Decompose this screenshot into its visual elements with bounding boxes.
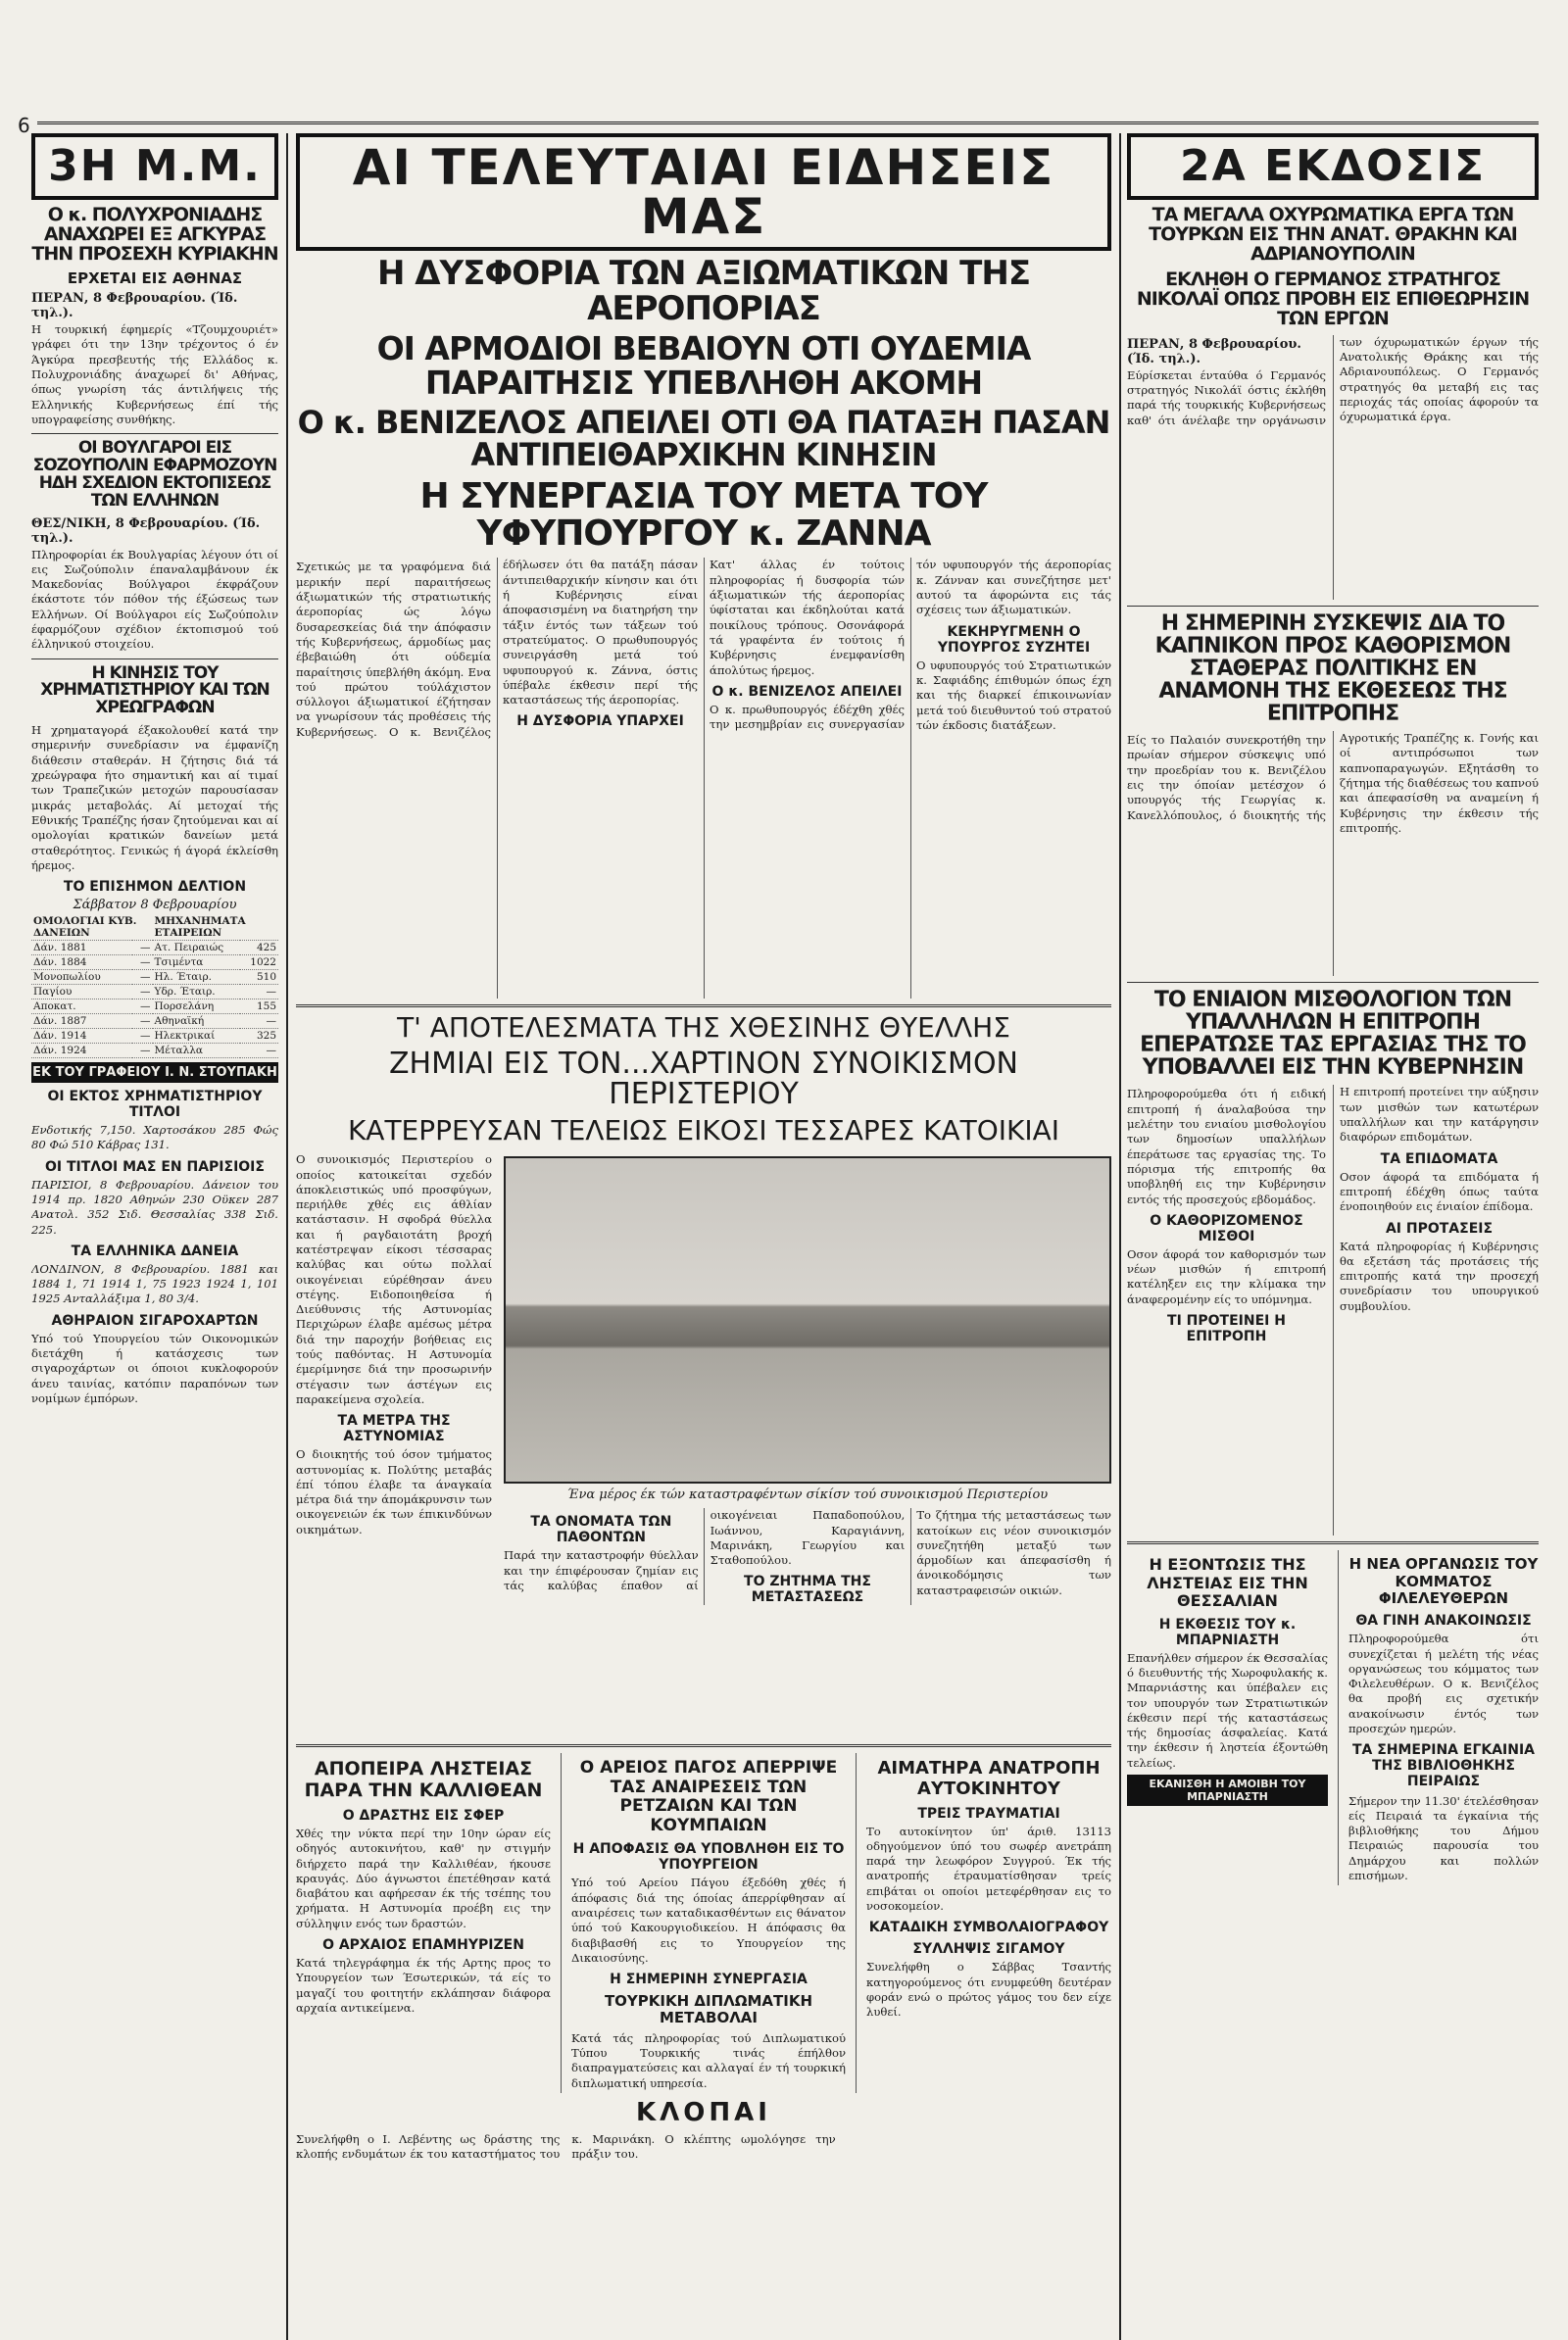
subheading: Η ΣΗΜΕΡΙΝΗ ΣΥΝΕΡΓΑΣΙΑ — [610, 1972, 808, 1988]
article-text: Επανήλθεν σήμερον έκ Θεσσαλίας ό διευθυντής τής Χωροφυλακής κ. Μπαρνιάστης και ύπέβαλεν εις τον υπουργόν των Στρατιωτικών έκθεσιν περί τής καταστάσεως τής δημοσίας άσφαλείας. Κατά την έκθεσιν ή ληστεία έξοντώθη τελείως. — [1127, 1650, 1328, 1770]
article-text: Παρά την καταστροφήν θύελλαν και την έπιφέρουσαν ζημίαν εις τάς καλύβας έπαθον αί οικογένειαι Παπαδοπούλου, Ιωάννου, Καραγιάννη, Μαρινάκη, Γεωργίου και Σταθοπούλου. — [504, 1508, 906, 1592]
table-row: Αποκατ. — Πορσελάνη 155 — [33, 1000, 276, 1013]
subheading: ΣΥΛΛΗΨΙΣ ΣΙΓΑΜΟΥ — [912, 1941, 1065, 1958]
dateline: ΘΕΣ/ΝΙΚΗ, 8 Φεβρουαρίου. (Ίδ. τηλ.). — [31, 515, 261, 546]
subheading: ΚΕΚΗΡΥΓΜΕΝΗ Ο ΥΠΟΥΡΓΟΣ ΣΥΖΗΤΕΙ — [937, 623, 1091, 656]
storm-photo-block — [504, 1150, 1111, 1738]
storm-article — [296, 1150, 1111, 1738]
column-divider — [1119, 133, 1121, 2340]
article-text: Υπό τού Υπουργείου τών Οικονομικών διετάχθη ή κατάσχεσις των σιγαροχάρτων οι όποιοι κυκλοφορούν άνευ ταινίας, κατόπιν παραπόνων των νομίμων έμπόρων. — [31, 1331, 278, 1405]
headline: Η ΣΗΜΕΡΙΝΗ ΣΥΣΚΕΨΙΣ ΔΙΑ ΤΟ ΚΑΠΝΙΚΟΝ ΠΡΟΣ ΚΑΘΟΡΙΣΜΟΝ ΣΤΑΘΕΡΑΣ ΠΟΛΙΤΙΚΗΣ ΕΝ ΑΝΑΜΟΝΗ ΤΗΣ ΕΚΘΕΣΕΩΣ ΤΗΣ ΕΠΙΤΡΟΠΗΣ — [1154, 610, 1511, 726]
main-banner: ΑΙ ΤΕΛΕΥΤΑΙΑΙ ΕΙΔΗΣΕΙΣ ΜΑΣ — [296, 133, 1111, 251]
dateline: ΠΕΡΑΝ, 8 Φεβρουαρίου. (Ίδ. τηλ.). — [31, 291, 238, 321]
headline: Ο κ. ΒΕΝΙΖΕΛΟΣ ΑΠΕΙΛΕΙ ΟΤΙ ΘΑ ΠΑΤΑΞΗ ΠΑΣΑΝ ΑΝΤΙΠΕΙΘΑΡΧΙΚΗΝ ΚΙΝΗΣΙΝ — [297, 403, 1110, 474]
article-text: Η χρηματαγορά έξακολουθεί κατά την σημερινήν συνεδρίασιν να έμφανίζη διάθεσιν σταθεράν. Η ζήτησις διά τά χρεώγραφα ήτο σημαντική και αί τιμαί των Τραπεζικών μετοχών παρουσίασαν μικράς μεταβολάς. Αί μετοχαί τής Εθνικής Τραπέζης ήσαν ζητούμεναι και αί ομολογίαι κρατικών δανείων μετά σταθερότητος. Γενικώς ή άγορά έκλείσθη ήρεμος. — [31, 723, 278, 872]
subheading: Ο ΔΡΑΣΤΗΣ ΕΙΣ ΣΦΕΡ — [342, 1807, 505, 1824]
subheading: Ο ΚΑΘΟΡΙΖΟΜΕΝΟΣ ΜΙΣΘΟΙ — [1150, 1212, 1303, 1244]
divider — [1127, 606, 1539, 607]
headline: ΟΙ ΒΟΥΛΓΑΡΟΙ ΕΙΣ ΣΟΖΟΥΠΟΛΙΝ ΕΦΑΡΜΟΖΟΥΝ ΗΔΗ ΣΧΕΔΙΟΝ ΕΚΤΟΠΙΣΕΩΣ ΤΩΝ ΕΛΛΗΝΩΝ — [32, 438, 277, 511]
storm-continuation — [504, 1508, 1111, 1605]
article-text: Κατά πληροφορίας ή Κυβέρνησις θα εξετάση τάς προτάσεις τής επιτροπής κατά την προσεχή συνεδρίασιν του υπουργικού συμβουλίου. — [1340, 1239, 1539, 1313]
subheading: ΤΙ ΠΡΟΤΕΙΝΕΙ Η ΕΠΙΤΡΟΠΗ — [1167, 1313, 1286, 1345]
table-row: Παγίου — Υδρ. Έταιρ. — — [33, 986, 276, 999]
article-body — [1127, 731, 1539, 976]
subheading: ΤΟ ΖΗΤΗΜΑ ΤΗΣ ΜΕΤΑΣΤΑΣΕΩΣ — [744, 1574, 871, 1606]
subheading: Ο ΑΡΧΑΙΟΣ ΕΠΑΜΗΥΡΙΖΕΝ — [322, 1936, 524, 1953]
market-table — [31, 914, 278, 1058]
story-robbery — [296, 1753, 551, 2093]
section-heading: ΟΙ ΕΚΤΟΣ ΧΡΗΜΑΤΙΣΤΗΡΙΟΥ ΤΙΤΛΟΙ — [47, 1089, 263, 1121]
article-text: Πληροφορούμεθα ότι συνεχίζεται ή μελέτη τής νέας οργανώσεως του κόμματος των Φιλελευθέρων. Ο κ. Βενιζέλος θα προβή εις σχετικήν ανακοίνωσιν έντός των προσεχών ημερών. — [1348, 1632, 1539, 1735]
headline: Η ΕΞΟΝΤΩΣΙΣ ΤΗΣ ΛΗΣΤΕΙΑΣ ΕΙΣ ΤΗΝ ΘΕΣΣΑΛΙΑΝ — [1147, 1555, 1308, 1611]
section-banner: ΕΚΑΝΙΣΘΗ Η ΑΜΟΙΒΗ ΤΟΥ ΜΠΑΡΝΙΑΣΤΗ — [1127, 1775, 1328, 1806]
dateline: ΠΕΡΑΝ, 8 Φεβρουαρίου. (Ίδ. τηλ.). — [1127, 336, 1301, 366]
headline: Η ΚΙΝΗΣΙΣ ΤΟΥ ΧΡΗΜΑΤΙΣΤΗΡΙΟΥ ΚΑΙ ΤΩΝ ΧΡΕΩΓΡΑΦΩΝ — [40, 662, 270, 718]
right-column — [1127, 133, 1539, 2330]
story-party — [1348, 1550, 1539, 1885]
section-heading: ΤΑ ΕΛΛΗΝΙΚΑ ΔΑΝΕΙΑ — [71, 1243, 239, 1259]
divider — [1127, 982, 1539, 983]
article-text: Ο υφυπουργός τού Στρατιωτικών κ. Σαφιάδης έπιθυμών όπως έχη και τής διαρκεί έπικοινωνίαν μετά τού διευθυντού τού στρατού τών έκδοσις διατάξεων. — [916, 658, 1111, 732]
article-text: Ο συνοικισμός Περιστερίου ο οποίος κατοικείται σχεδόν άποκλειστικώς υπό προσφύγων, περιήλθε χθές εις άθλίαν κατάστασιν. Η σφοδρά θύελλα και ή ραγδαιοτάτη βροχή κατέστρεψαν είκοσι τέσσαρας καλύβας και ούτω πολλαί οικογένειαι εύρέθησαν άνευ στέγης. Ειδοποιηθείσα ή Διεύθυνσις τής Αστυνομίας Περιχώρων έλαβε αμέσως μέτρα διά την παροχήν βοήθειας εις τούς παθόντας. Η Αστυνομία έμερίμνησε διά την προσωρινήν στέγασιν των άστέγων εις παρακείμενα σχολεία. — [296, 1152, 492, 1406]
article-text: Σχετικώς με τα γραφόμενα διά μερικήν περί παραιτήσεως άξιωματικών τής στρατιωτικής άεροπορίας ώς λόγω δυσαρεσκείας διά την άπόφασιν τής Κυβερνήσεως, άρμοδίως μας έβεβαιώθη ότι ούδεμία παραίτησις ύπεβλήθη άκόμη. Ενα τού πρώτου τούλάχιστον σύλλογοι άξιωματικοί έζήτησαν να γνωρίσουν τάς προθέσεις τής Κυβερνήσεως. Ο κ. Βενιζέλος έδήλωσεν ότι θα πατάξη πάσαν άντιπειθαρχικήν κίνησιν και ότι ή Κυβέρνησις είναι άποφασισμένη να διατηρήση την τάξιν έντός των τάξεων τού στρατεύματος. Ο πρωθυπουργός συνειργάσθη μετά τού υφυπουργού κ. Ζάννα, όστις ύπέβαλε έκθεσιν περί τής καταστάσεως τής άεροπορίας. — [296, 558, 698, 739]
headline: ΤΟΥΡΚΙΚΗ ΔΙΠΛΩΜΑΤΙΚΗ ΜΕΤΑΒΟΛΑΙ — [604, 1992, 813, 2027]
article-body — [1127, 335, 1539, 600]
article-text: ΠΑΡΙΣΙΟΙ, 8 Φεβρουαρίου. Δάνειον του 1914 πρ. 1820 Αθηνών 230 Οϋκεν 287 Ανατολ. 352 Σιδ. Θεσσαλίας 338 Σιδ. 225. — [31, 1177, 278, 1237]
divider — [296, 1744, 1111, 1747]
subheading: ΤΑ ΜΕΤΡΑ ΤΗΣ ΑΣΤΥΝΟΜΙΑΣ — [337, 1413, 451, 1445]
headline: ΑΠΟΠΕΙΡΑ ΛΗΣΤΕΙΑΣ ΠΑΡΑ ΤΗΝ ΚΑΛΛΙΘΕΑΝ — [304, 1758, 543, 1802]
headline: ΤΑ ΜΕΓΑΛΑ ΟΧΥΡΩΜΑΤΙΚΑ ΕΡΓΑ ΤΩΝ ΤΟΥΡΚΩΝ ΕΙΣ ΤΗΝ ΑΝΑΤ. ΘΡΑΚΗΝ ΚΑΙ ΑΔΡΙΑΝΟΥΠΟΛΙΝ — [1149, 204, 1517, 265]
table-row: Δάν. 1914 — Ηλεκτρικαί 325 — [33, 1030, 276, 1043]
article-text: Οσον άφορά τα επιδόματα ή επιτροπή έδέχθη όπως ταύτα ένοποιηθούν εις ένιαίον έπίδομα. — [1340, 1169, 1539, 1214]
subheading: ΘΑ ΓΙΝΗ ΑΝΑΚΟΙΝΩΣΙΣ — [1355, 1613, 1532, 1630]
headline: Ο κ. ΠΟΛΥΧΡΟΝΙΑΔΗΣ ΑΝΑΧΩΡΕΙ ΕΞ ΑΓΚΥΡΑΣ ΤΗΝ ΠΡΟΣΕΧΗ ΚΥΡΙΑΚΗΝ — [31, 204, 278, 265]
dateline: Σάββατον 8 Φεβρουαρίου — [73, 898, 237, 913]
article-text: Το ζήτημα τής μεταστάσεως των κατοίκων εις νέον συνοικισμόν συνεζητήθη μεταξύ των άρμοδίων και άπεφασίσθη ή άνοικοδόμησις των καταστραφεισών οικιών. — [916, 1508, 1111, 1597]
divider — [296, 1004, 1111, 1007]
top-rule — [37, 122, 1539, 124]
subheading: Ο κ. ΒΕΝΙΖΕΛΟΣ ΑΠΕΙΛΕΙ — [711, 683, 903, 700]
edition-banner: 2Α ΕΚΔΟΣΙΣ — [1127, 133, 1539, 200]
story-areios-pagos — [571, 1753, 846, 2093]
table-row: Μονοπωλίου — Ηλ. Έταιρ. 510 — [33, 971, 276, 984]
story-bandits — [1127, 1550, 1328, 1885]
subheading: ΤΑ ΟΝΟΜΑΤΑ ΤΩΝ ΠΑΘΟΝΤΩΝ — [530, 1514, 672, 1546]
headline: ΖΗΜΙΑΙ ΕΙΣ ΤΟΝ...ΧΑΡΤΙΝΟΝ ΣΥΝΟΙΚΙΣΜΟΝ ΠΕΡΙΣΤΕΡΙΟΥ — [389, 1046, 1018, 1112]
subheading: ΤΡΕΙΣ ΤΡΑΥΜΑΤΙΑΙ — [917, 1805, 1060, 1822]
article-text: Πληροφορούμεθα ότι ή ειδική επιτροπή ή άναλαβούσα την μελέτην του ενιαίου μισθολογίου των δημοσίων υπαλλήλων έπεράτωσε τας εργασίας της. Το πόρισμα τής επιτροπής θα υποβληθή εις την Κυβέρνησιν εντός τής προσεχούς εβδομάδος. — [1127, 1087, 1326, 1206]
table-header-row — [31, 914, 278, 941]
center-column — [296, 133, 1111, 2330]
divider — [31, 658, 278, 659]
storm-photo — [504, 1156, 1111, 1484]
article-text: Σήμερον την 11.30' έτελέσθησαν είς Πειραιά τα έγκαίνια τής βιβλιοθήκης του Δήμου Πειραιώς παρουσία του Δημάρχου και πολλών επισήμων. — [1348, 1793, 1539, 1883]
article-text: Ο κ. πρωθυπουργός έδέχθη χθές την μεσημβρίαν εις συνεργασίαν τόν υφυπουργόν τής άεροπορίας κ. Ζάνναν και συνεζήτησε μετ' αυτού τα άφορώντα εις τάς σχέσεις των άξιωματικών. — [710, 558, 1111, 732]
section-heading: ΤΟ ΕΠΙΣΗΜΟΝ ΔΕΛΤΙΟΝ — [63, 879, 247, 896]
article-text: Κατ' άλλας έν τούτοις πληροφορίας ή δυσφορία τών άξιωματικών τής άεροπορίας ύφίσταται και έκδηλούται κατά ποικίλους τρόπους. Οσονάφορά τά γραφέντα έν τούτοις ή Κυβέρνησις ένεμφανίσθη άπολύτως ήρεμος. — [710, 558, 905, 677]
photo-caption: Ένα μέρος έκ τών καταστραφέντων σίκίσν τού συνοικισμού Περιστερίου — [566, 1487, 1049, 1503]
headline: ΚΑΤΕΡΡΕΥΣΑΝ ΤΕΛΕΙΩΣ ΕΙΚΟΣΙ ΤΕΣΣΑΡΕΣ ΚΑΤΟΙΚΙΑΙ — [347, 1113, 1060, 1146]
article-text: Ο διοικητής τού όσον τμήματος αστυνομίας κ. Πολύτης μεταβάς έπί τόπου έλαβε τα άναγκαία μέτρα διά την άπομάκρυνσιν των οικογενειών έκ των έπικινδύνων οικημάτων. — [296, 1447, 492, 1536]
headline: ΟΙ ΑΡΜΟΔΙΟΙ ΒΕΒΑΙΟΥΝ ΟΤΙ ΟΥΔΕΜΙΑ ΠΑΡΑΙΤΗΣΙΣ ΥΠΕΒΛΗΘΗ ΑΚΟΜΗ — [376, 329, 1031, 403]
table-row: Δάν. 1924 — Μέταλλα — — [33, 1045, 276, 1057]
subheading: Η ΑΠΟΦΑΣΙΣ ΘΑ ΥΠΟΒΛΗΘΗ ΕΙΣ ΤΟ ΥΠΟΥΡΓΕΙΟΝ — [572, 1841, 845, 1874]
subheading: Η ΕΚΘΕΣΙΣ ΤΟΥ κ. ΜΠΑΡΝΙΑΣΤΗ — [1158, 1616, 1297, 1648]
lead-article — [296, 558, 1111, 999]
table-header: ΜΗΧΑΝΗΜΑΤΑ ΕΤΑΙΡΕΙΩΝ — [153, 914, 278, 941]
headline: ΤΟ ΕΝΙΑΙΟΝ ΜΙΣΘΟΛΟΓΙΟΝ ΤΩΝ ΥΠΑΛΛΗΛΩΝ Η ΕΠΙΤΡΟΠΗ ΕΠΕΡΑΤΩΣΕ ΤΑΣ ΕΡΓΑΣΙΑΣ ΤΗΣ ΤΟ ΥΠΟΒΑΛΛΕΙ ΕΙΣ ΤΗΝ ΚΥΒΕΡΝΗΣΙΝ — [1140, 988, 1526, 1081]
divider — [31, 433, 278, 434]
headline: Η ΝΕΑ ΟΡΓΑΝΩΣΙΣ ΤΟΥ ΚΟΜΜΑΤΟΣ ΦΙΛΕΛΕΥΘΕΡΩΝ — [1348, 1555, 1539, 1607]
headline: Η ΔΥΣΦΟΡΙΑ ΤΩΝ ΑΞΙΩΜΑΤΙΚΩΝ ΤΗΣ ΑΕΡΟΠΟΡΙΑΣ — [376, 254, 1031, 328]
headline: Η ΣΥΝΕΡΓΑΣΙΑ ΤΟΥ ΜΕΤΑ ΤΟΥ ΥΦΥΠΟΥΡΓΟΥ κ. ΖΑΝΝΑ — [419, 475, 988, 554]
article-text: Η επιτροπή προτείνει την αύξησιν των μισθών των κατωτέρων υπαλλήλων και την κατάργησιν διαφόρων επιδομάτων. — [1340, 1085, 1539, 1145]
divider — [1127, 1541, 1539, 1544]
article-text: Συνελήφθη ο Σάββας Τσαντής κατηγορούμενος ότι ενυμφεύθη δευτέραν φοράν ενώ ο πρώτος γάμος του δεν είχε λυθεί. — [866, 1960, 1111, 2020]
article-text: Συνελήφθη ο Ι. Λεβέντης ως δράστης της κλοπής ενδυμάτων έκ του καταστήματος του κ. Μαρινάκη. Ο κλέπτης ωμολόγησε την πράξιν του. — [296, 2131, 836, 2162]
section-heading: ΑΘΗΡΑΙΟΝ ΣΙΓΑΡΟΧΑΡΤΩΝ — [51, 1312, 259, 1329]
left-column — [31, 133, 278, 2330]
page-number: 6 — [18, 114, 30, 137]
right-bottom-stories — [1127, 1550, 1539, 1885]
article-text: ΛΟΝΔΙΝΟΝ, 8 Φεβρουαρίου. 1881 και 1884 1, 71 1914 1, 75 1923 1924 1, 101 1925 Ανταλλάξιμα 1, 80 3/4. — [31, 1261, 278, 1306]
storm-column — [296, 1150, 492, 1738]
article-text: Χθές την νύκτα περί την 10ην ώραν είς οδηγός αυτοκινήτου, καθ' ην στιγμήν διήρχετο παρά την Καλλιθέαν, ήκουσε κραυγάς. Δύο άγνωστοι έπετέθησαν κατά διαβάτου και αφήρεσαν έκ τής τσέπης του χρήματα. Η Αστυνομία προέβη εις την σύλληψιν ενός των δραστών. — [296, 1826, 551, 1930]
headline: Τ' ΑΠΟΤΕΛΕΣΜΑΤΑ ΤΗΣ ΧΘΕΣΙΝΗΣ ΘΥΕΛΛΗΣ — [397, 1011, 1010, 1045]
article-text: Πληροφορίαι έκ Βουλγαρίας λέγουν ότι οί εις Σωζούπολιν έπαναλαμβάνουν έκ Μακεδονίας Βούλγαροι έκφράζουν έκάστοτε τόν πόθον τής έξώσεως των Ελλήνων. Οί Βούλγαροι είς Σωζούπολιν έφαρμόζουν σχέδιον έκτοπισμού τού έλληνικού στοιχείου. — [31, 547, 278, 652]
article-body — [1127, 1085, 1539, 1536]
headline: Ο ΑΡΕΙΟΣ ΠΑΓΟΣ ΑΠΕΡΡΙΨΕ ΤΑΣ ΑΝΑΙΡΕΣΕΙΣ ΤΩΝ ΡΕΤΖΑΙΩΝ ΚΑΙ ΤΩΝ ΚΟΥΜΠΑΙΩΝ — [579, 1758, 838, 1835]
subheading: ΑΙ ΠΡΟΤΑΣΕΙΣ — [1385, 1220, 1494, 1237]
subheading: Η ΔΥΣΦΟΡΙΑ ΥΠΑΡΧΕΙ — [516, 713, 684, 730]
article-text: Το αυτοκίνητον ύπ' άριθ. 13113 οδηγούμενον ύπό του σωφέρ ανετράπη παρά την λεωφόρον Συγγρού. Έκ τής ανατροπής έτραυματίσθησαν τρείς επιβάται οι οποίοι μετεφέρθησαν εις το νοσοκομείον. — [866, 1824, 1111, 1914]
edition-banner: 3Η Μ.Μ. — [31, 133, 278, 200]
headline: ΚΛΟΠΑΙ — [636, 2097, 771, 2127]
article-text: Ενδοτικής 7,150. Χαρτοσάκου 285 Φώς 80 Φώ 510 Κάβρας 131. — [31, 1123, 278, 1152]
article-text: Υπό τού Αρείου Πάγου έξεδόθη χθές ή άπόφασις διά της όποίας άπερρίφθησαν αί αναιρέσεις των καταδικασθέντων εις θάνατον ύπό τού Κακουργιοδικείου. Η άπόφασις θα διαβιβασθή εις το Υπουργείον της Δικαιοσύνης. — [571, 1876, 846, 1965]
story-accident — [866, 1753, 1111, 2093]
subheadline: ΕΡΧΕΤΑΙ ΕΙΣ ΑΘΗΝΑΣ — [67, 268, 243, 287]
subheading: ΤΑ ΕΠΙΔΟΜΑΤΑ — [1380, 1150, 1498, 1167]
section-heading: ΟΙ ΤΙΤΛΟΙ ΜΑΣ ΕΝ ΠΑΡΙΣΙΟΙΣ — [45, 1158, 265, 1175]
table-row: Δάν. 1881 — Ατ. Πειραιώς 425 — [33, 942, 276, 954]
headline: ΑΙΜΑΤΗΡΑ ΑΝΑΤΡΟΠΗ ΑΥΤΟΚΙΝΗΤΟΥ — [877, 1758, 1101, 1799]
article-text: Κατά τηλεγράφημα έκ τής Αρτης προς το Υπουργείον των Έσωτερικών, τά είς το μαγαζί του φοιτητήν εκλάπησαν διάφορα αρχαία αντικείμενα. — [296, 1955, 551, 2015]
article-text: Η τουρκική έφημερίς «Τζουμχουριέτ» γράφει ότι την 13ην τρέχοντος ό έν Άγκύρα πρεσβευτής τής Ελλάδος κ. Πολυχρονιάδης άναχωρεί δι' Αθήνας, όπως γνωρίση τάς άντιλήψεις τής Ελληνικής Κυβερνήσεως έπί τής υπογραφείσης συνθήκης. — [31, 322, 278, 426]
section-banner: ΕΚ ΤΟΥ ΓΡΑΦΕΙΟΥ Ι. Ν. ΣΤΟΥΠΑΚΗ — [31, 1062, 278, 1083]
bottom-stories — [296, 1753, 1111, 2093]
headline: ΤΑ ΣΗΜΕΡΙΝΑ ΕΓΚΑΙΝΙΑ ΤΗΣ ΒΙΒΛΙΟΘΗΚΗΣ ΠΕΙΡΑΙΩΣ — [1351, 1742, 1536, 1790]
subheading: ΚΑΤΑΔΙΚΗ ΣΥΜΒΟΛΑΙΟΓΡΑΦΟΥ — [868, 1920, 1109, 1936]
article-text: Είς το Παλαιόν συνεκροτήθη την πρωίαν σήμερον σύσκεψις υπό την προεδρίαν του κ. Βενιζέλου εις την όποίαν μετέσχον ό υπουργός τής Γεωργίας κ. Κανελλόπουλος, ό διοικητής τής Αγροτικής Τραπέζης κ. Γονής και οί αντιπρόσωποι των καπνοπαραγωγών. Εξητάσθη το ζήτημα τής διαθέσεως του καπνού και άπεφασίσθη να αναμείνη ή Κυβέρνησις την έκθεσιν τής επιτροπής. — [1127, 731, 1539, 835]
article-text: Εύρίσκεται ένταύθα ό Γερμανός στρατηγός Νικολάϊ όστις έκλήθη παρά τής τουρκικής Κυβερνήσεως καθ' ότι άνέλαβε την οργάνωσιν των όχυρωματικών έργων τής Ανατολικής Θράκης και τής Αδριανουπόλεως. Ο Γερμανός στρατηγός θα μεταβή εις τας περιοχάς τάς οποίας άφορούν τα όχυρωματικά έργα. — [1127, 334, 1539, 427]
headline: ΕΚΛΗΘΗ Ο ΓΕΡΜΑΝΟΣ ΣΤΡΑΤΗΓΟΣ ΝΙΚΟΛΑΪ ΟΠΩΣ ΠΡΟΒΗ ΕΙΣ ΕΠΙΘΕΩΡΗΣΙΝ ΤΩΝ ΕΡΓΩΝ — [1136, 268, 1530, 329]
article-text: Οσον άφορά τον καθορισμόν των νέων μισθών ή επιτροπή κατέληξεν εις την κλίμακα την άναφερομένην είς το υπόμνημα. — [1127, 1246, 1326, 1306]
column-divider — [286, 133, 288, 2340]
table-row: Δάν. 1887 — Αθηναϊκή — — [33, 1015, 276, 1028]
article-text: Κατά τάς πληροφορίας τού Διπλωματικού Τύπου Τουρκικής τινάς έπήλθον διαπραγματεύσεις και αλλαγαί έν τή τουρκική διπλωματική υπηρεσία. — [571, 2030, 846, 2090]
table-header: ΟΜΟΛΟΓΙΑΙ ΚΥΒ. ΔΑΝΕΙΩΝ — [31, 914, 153, 941]
table-row: Δάν. 1884 — Τσιμέντα 1022 — [33, 956, 276, 969]
